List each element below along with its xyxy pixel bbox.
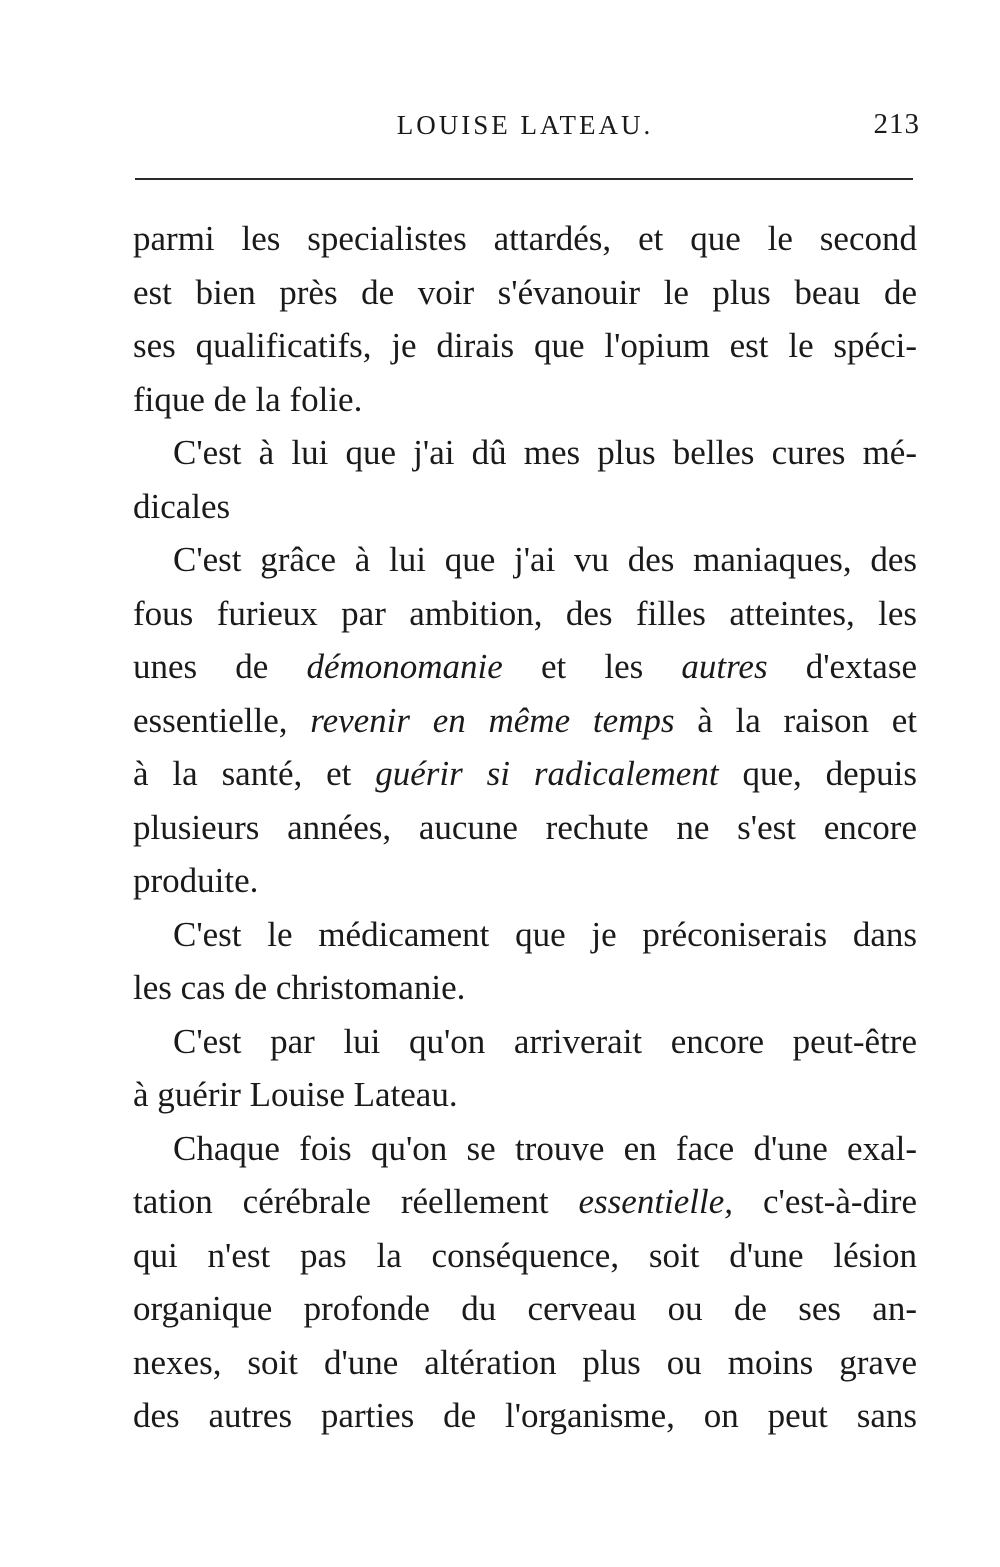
- text-line: produite.: [133, 861, 259, 900]
- body-text: [133, 212, 917, 1443]
- italic-text: essentielle,: [578, 1182, 734, 1221]
- text-segment: d'extase: [767, 647, 917, 686]
- text-segment: unes de: [133, 647, 307, 686]
- text-line: organique profonde du cerveau ou de ses an-: [133, 1289, 917, 1328]
- text-line: les cas de christomanie.: [133, 968, 466, 1007]
- text-line: [133, 747, 917, 801]
- text-line: est bien près de voir s'évanouir le plus beau de: [133, 272, 917, 312]
- text-line: C'est par lui qu'on arriverait encore peut-être: [173, 1021, 917, 1061]
- text-line: C'est le médicament que je préconiserais dans: [173, 914, 917, 954]
- text-line: des autres parties de l'organisme, on peut sans: [133, 1396, 917, 1435]
- text-line: parmi les specialistes attardés, et que le second: [133, 219, 917, 258]
- text-line: [133, 640, 917, 694]
- text-line: dicales: [133, 486, 231, 526]
- italic-text: guérir si radicalement: [375, 754, 719, 793]
- text-line: Chaque fois qu'on se trouve en face d'une exal-: [173, 1128, 917, 1168]
- italic-text: autres: [681, 647, 768, 686]
- text-line: nexes, soit d'une altération plus ou moins grave: [133, 1342, 917, 1382]
- text-line: à guérir Louise Lateau.: [133, 1075, 458, 1114]
- text-line: [133, 1175, 917, 1229]
- italic-text: démonomanie: [306, 647, 503, 686]
- text-line: [133, 694, 917, 748]
- page-number: 213: [873, 108, 920, 140]
- text-segment: tation cérébrale réellement: [133, 1182, 579, 1221]
- text-segment: c'est-à-dire: [733, 1182, 917, 1221]
- text-segment: que, depuis: [718, 754, 917, 793]
- text-line: ses qualificatifs, je dirais que l'opium est le spéci-: [133, 326, 917, 365]
- running-head: [130, 108, 920, 148]
- text-line: C'est grâce à lui que j'ai vu des maniaques, des: [173, 540, 917, 579]
- text-line: fous furieux par ambition, des filles atteintes, les: [133, 593, 917, 633]
- text-segment: et les: [502, 647, 682, 686]
- text-line: C'est à lui que j'ai dû mes plus belles cures mé-: [173, 433, 917, 472]
- running-title: LOUISE LATEAU.: [396, 110, 654, 140]
- text-segment: à la raison et: [674, 700, 917, 740]
- text-line: fique de la folie.: [133, 379, 363, 419]
- text-line: qui n'est pas la conséquence, soit d'une lésion: [133, 1235, 917, 1275]
- header-rule: [135, 178, 913, 180]
- text-line: plusieurs années, aucune rechute ne s'est encore: [133, 807, 917, 847]
- italic-text: revenir en même temps: [310, 700, 675, 740]
- text-segment: essentielle,: [133, 700, 311, 740]
- text-segment: à la santé, et: [133, 754, 376, 793]
